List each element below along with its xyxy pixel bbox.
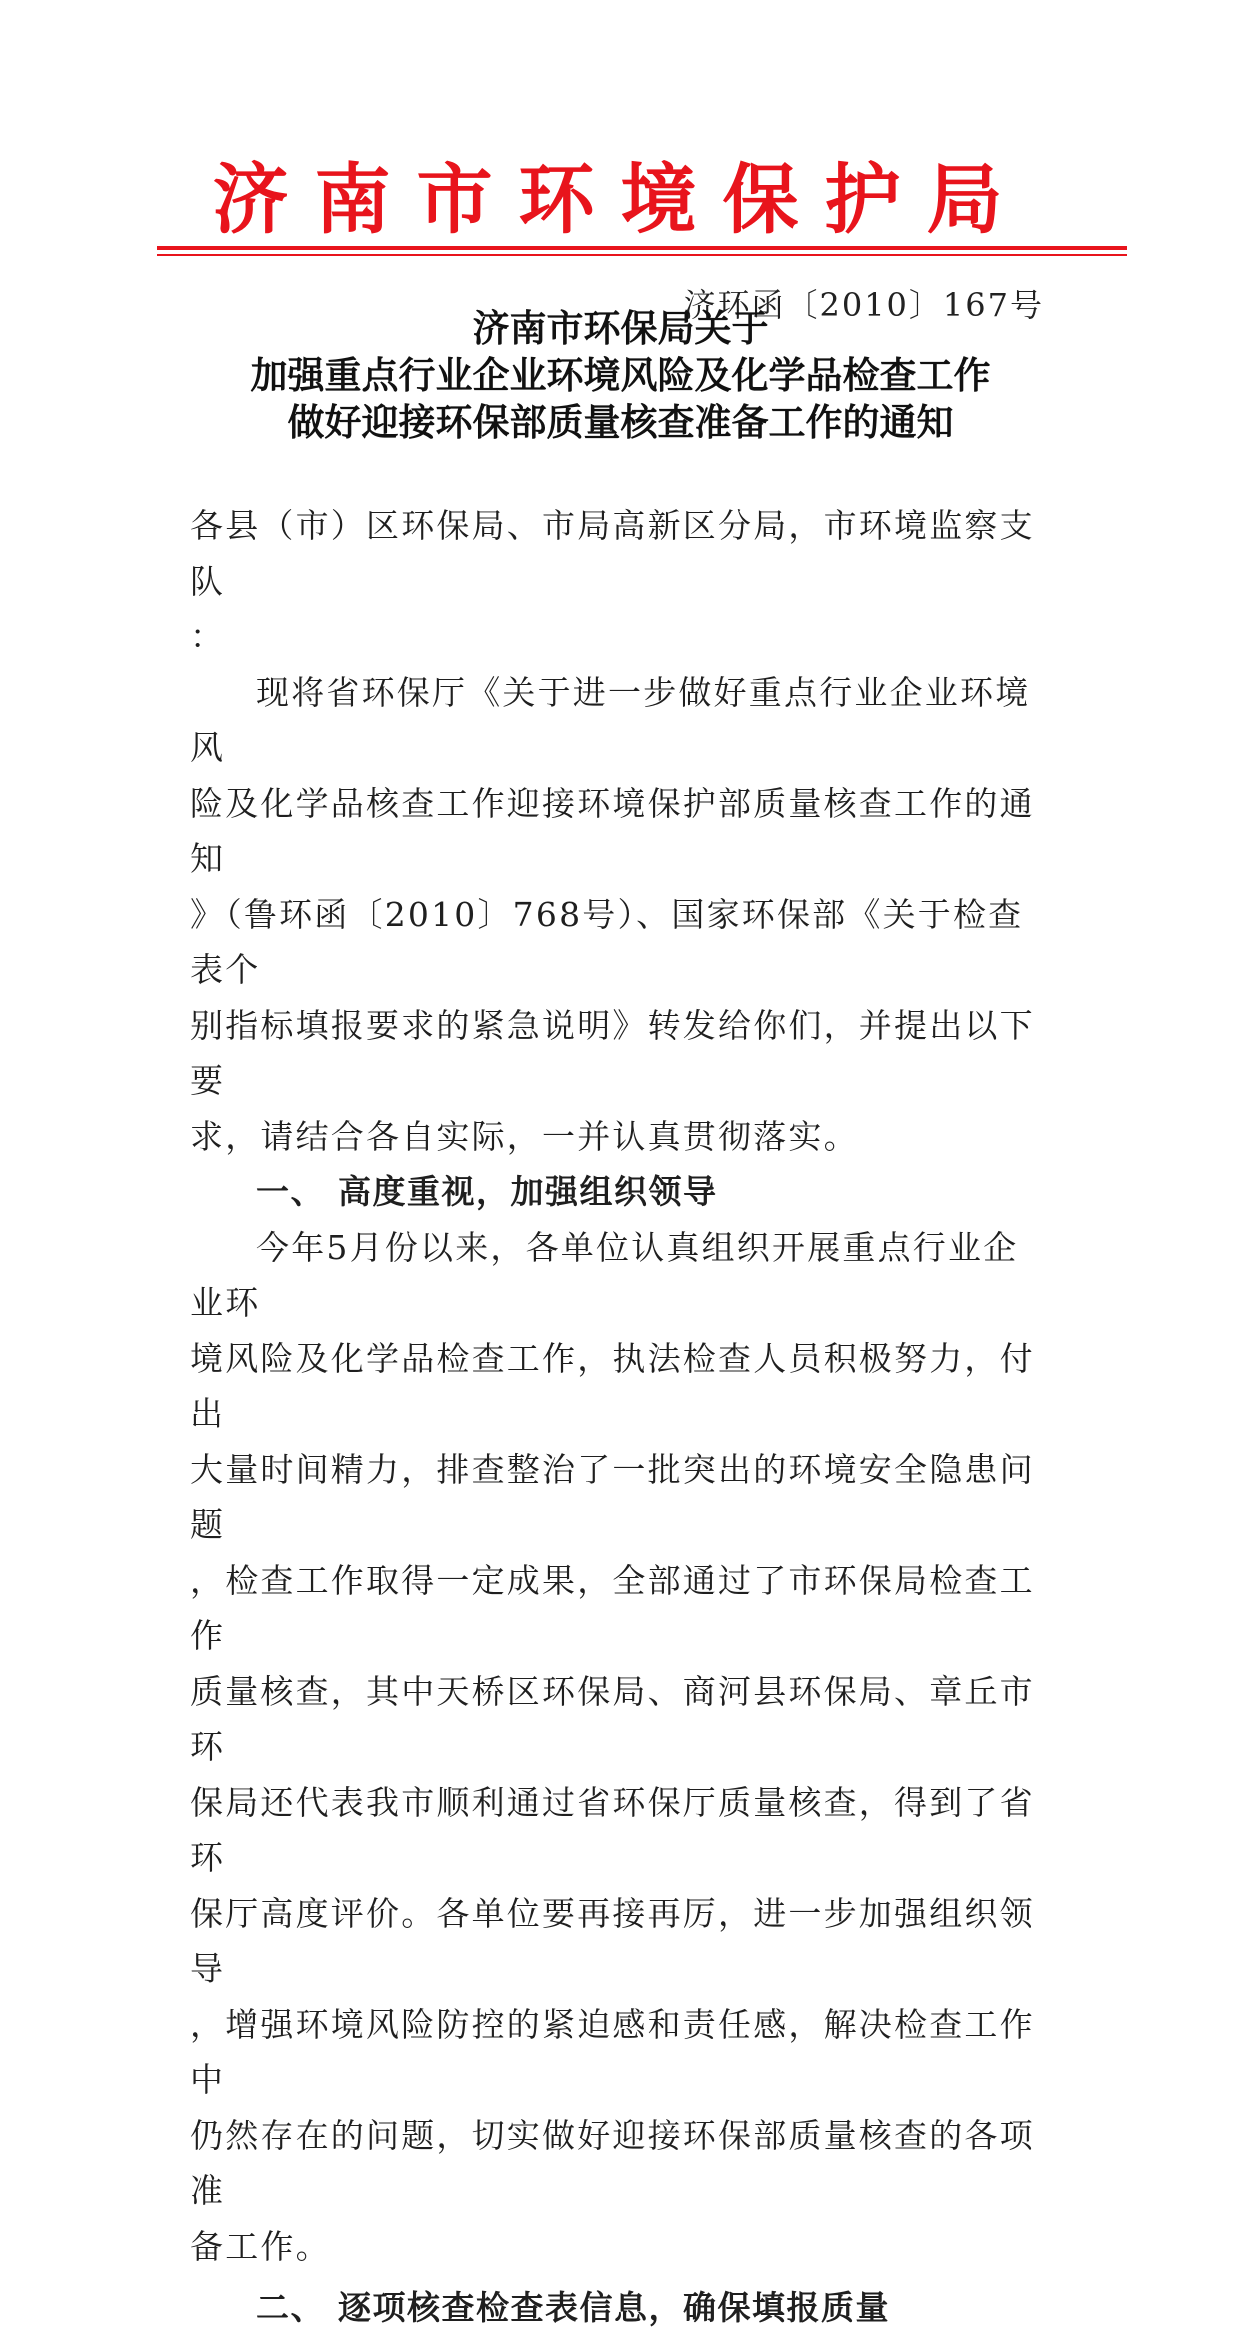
section-1-line: 质量核查，其中天桥区环保局、商河县环保局、章丘市环: [190, 1671, 1035, 1766]
intro-line: 别指标填报要求的紧急说明》转发给你们，并提出以下要: [190, 1005, 1035, 1100]
section-1-heading: 一、 高度重视，加强组织领导: [256, 1172, 718, 1211]
section-1-line: ，增强环境风险防控的紧迫感和责任感，解决检查工作中: [190, 2004, 1035, 2099]
section-1-line: 备工作。: [190, 2226, 331, 2266]
addressee-line: 各县（市）区环保局、市局高新区分局，市环境监察支队: [190, 506, 1035, 601]
title-line-1: 济南市环保局关于: [472, 307, 769, 350]
org-header: 济南市环境保护局: [212, 155, 1029, 244]
section-1-line: 大量时间精力，排查整治了一批突出的环境安全隐患问题: [190, 1449, 1035, 1544]
header-rule-thin: [157, 254, 1127, 256]
document-body: [190, 498, 1050, 2336]
intro-line: 》（鲁环函〔2010〕768号）、国家环保部《关于检查表个: [190, 894, 1024, 989]
section-1-line: 保局还代表我市顺利通过省环保厅质量核查，得到了省环: [190, 1782, 1035, 1877]
intro-line: 求，请结合各自实际，一并认真贯彻落实。: [190, 1116, 859, 1156]
title-line-2: 加强重点行业企业环境风险及化学品检查工作: [250, 354, 991, 397]
section-1-line: 仍然存在的问题，切实做好迎接环保部质量核查的各项准: [190, 2115, 1035, 2210]
addressee-colon: ：: [190, 617, 226, 656]
section-2-heading: 二、 逐项核查检查表信息，确保填报质量: [256, 2288, 890, 2327]
section-1-line: 保厅高度评价。各单位要再接再厉，进一步加强组织领导: [190, 1893, 1035, 1988]
intro-line: 险及化学品核查工作迎接环境保护部质量核查工作的通知: [190, 783, 1035, 878]
header-rule-thick: [157, 246, 1127, 250]
section-1-line: 境风险及化学品检查工作，执法检查人员积极努力，付出: [190, 1338, 1035, 1433]
document-number: 济环函〔2010〕167号: [683, 286, 1044, 324]
section-1-line: ，检查工作取得一定成果，全部通过了市环保局检查工作: [190, 1560, 1035, 1655]
title-line-3: 做好迎接环保部质量核查准备工作的通知: [287, 401, 954, 444]
section-1-line: 今年5月份以来，各单位认真组织开展重点行业企业环: [190, 1227, 1019, 1322]
intro-line: 现将省环保厅《关于进一步做好重点行业企业环境风: [190, 672, 1031, 767]
